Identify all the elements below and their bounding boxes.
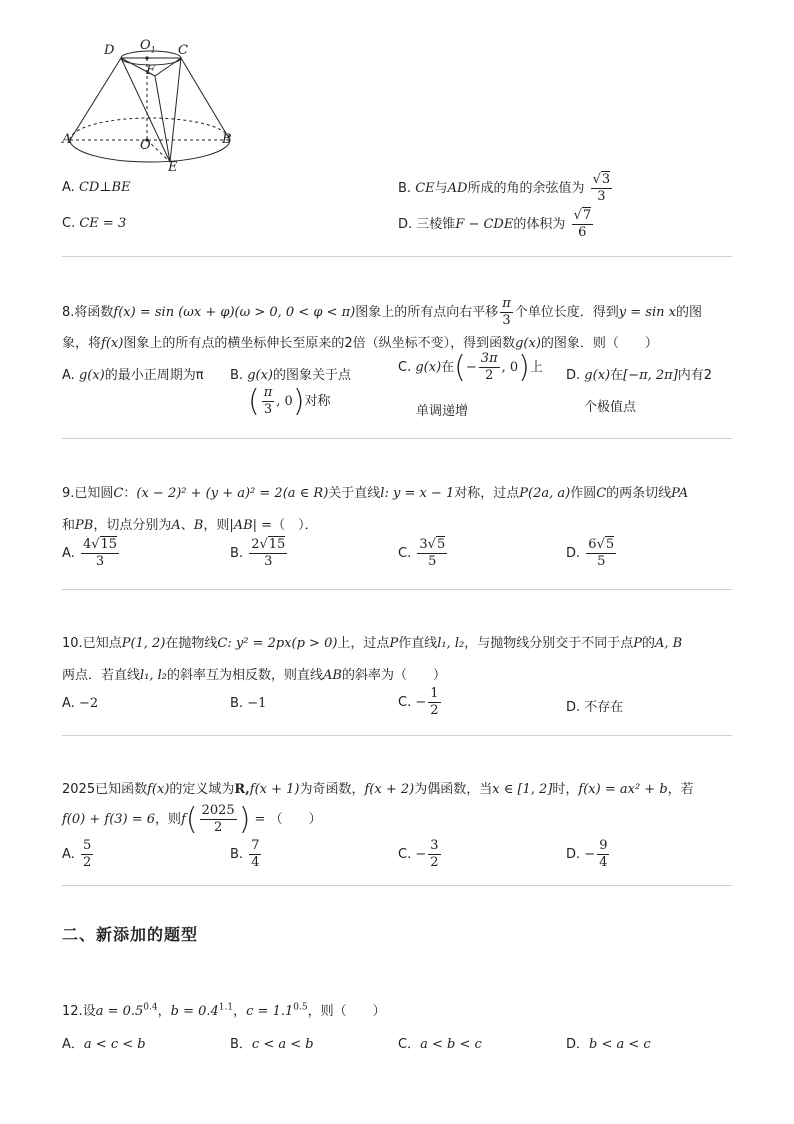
divider	[62, 735, 732, 736]
generatrix-left	[70, 58, 121, 140]
q10-stem-line2: 两点．若直线l₁, l₂的斜率互为相反数，则直线AB的斜率为（ ）	[62, 668, 447, 683]
q8-option-d-cont[interactable]: 个极值点	[584, 400, 637, 415]
label-F: F	[146, 63, 156, 78]
q8-option-c-cont[interactable]: 单调递增	[416, 404, 469, 419]
q12-stem: 12.设$a = 0.5^{0.4}$，$b = 0.4^{1.1}$，$c = 1.1^{0.5}$，则（ ）	[62, 1002, 386, 1019]
q11-stem-line1: 2025已知函数f(x)的定义域为R,f(x + 1)为奇函数，f(x + 2)为偶函数，当x ∈ [1, 2]时，f(x) = ax² + b，若	[62, 782, 694, 797]
q7-option-a[interactable]: A. CD⊥BE	[62, 180, 131, 195]
edge-CE	[170, 58, 181, 162]
q12-option-c[interactable]: C．a < b < c	[398, 1037, 482, 1052]
q8-stem-line2: 象，将f(x)图象上的所有点的横坐标伸长至原来的2倍（纵坐标不变），得到函数g(x)的图象．则（ ）	[62, 336, 658, 351]
label-D: D	[104, 43, 115, 58]
q9-stem-line2: 和PB，切点分别为A、B，则|AB| =（ ）．	[62, 518, 318, 533]
q8-option-d[interactable]: D. g(x)在[−π, 2π]内有2	[566, 368, 713, 383]
q12-option-b[interactable]: B．c < a < b	[230, 1037, 314, 1052]
q10-option-c[interactable]: C. − $\frac{1}{2}$	[398, 686, 439, 718]
q11-option-a[interactable]: A. $\frac{5}{2}$	[62, 838, 92, 870]
q8-stem-line1: 8.将函数f(x) = sin (ωx + φ)(ω > 0, 0 < φ < π)图象上的所有点向右平移 $\frac{\pi}{3}$ 个单位长度．得到y = sin x的图	[62, 296, 702, 328]
label-O1: $O_1$	[140, 38, 156, 55]
q9-option-d[interactable]: D. $\frac{6√5}{5}$	[566, 537, 615, 569]
q9-option-a[interactable]: A. $\frac{4√15}{3}$	[62, 537, 118, 569]
divider	[62, 589, 732, 590]
label-C: C	[178, 43, 188, 58]
q11-option-c[interactable]: C. − $\frac{3}{2}$	[398, 838, 439, 870]
q8-option-c[interactable]: C. g(x)在(− $\frac{3\pi}{2}$ , 0)上	[398, 350, 543, 385]
q7-option-c[interactable]: C. CE = 3	[62, 216, 127, 231]
q7-option-d[interactable]: D. 三棱锥F − CDE的体积为 $\frac{√7}{6}$	[398, 208, 592, 240]
q11-option-b[interactable]: B. $\frac{7}{4}$	[230, 838, 260, 870]
q8-option-a[interactable]: A. g(x)的最小正周期为π	[62, 368, 204, 383]
generatrix-right	[181, 58, 230, 140]
divider	[62, 438, 732, 439]
q11-option-d[interactable]: D. − $\frac{9}{4}$	[566, 838, 608, 870]
q10-option-d[interactable]: D. 不存在	[566, 700, 624, 715]
section-title: 二、新添加的题型	[62, 925, 199, 944]
q12-option-d[interactable]: D．b < a < c	[566, 1037, 651, 1052]
q8-option-b-cont[interactable]: ( $\frac{\pi}{3}$ , 0)对称	[248, 384, 331, 419]
q10-option-a[interactable]: A. −2	[62, 696, 99, 711]
label-A: A	[62, 132, 72, 147]
divider	[62, 256, 732, 257]
label-B: B	[222, 132, 232, 147]
q11-stem-line2: f(0) + f(3) = 6，则f( $\frac{2025}{2}$ ) = （ ）	[62, 802, 322, 837]
q7-option-b[interactable]: B. CE与AD所成的角的余弦值为 $\frac{√3}{3}$	[398, 172, 611, 204]
segment-FC	[155, 58, 181, 76]
label-E: E	[168, 160, 178, 175]
q10-stem-line1: 10.已知点P(1, 2)在抛物线C: y² = 2px(p > 0)上，过点P作直线l₁, l₂，与抛物线分别交于不同于点P的A, B	[62, 636, 683, 651]
q9-option-b[interactable]: B. $\frac{2√15}{3}$	[230, 537, 286, 569]
frustum-figure	[58, 36, 238, 178]
q12-option-a[interactable]: A．a < c < b	[62, 1037, 146, 1052]
q9-option-c[interactable]: C. $\frac{3√5}{5}$	[398, 537, 446, 569]
bottom-ellipse-back	[70, 118, 230, 140]
divider	[62, 885, 732, 886]
label-O: O	[140, 138, 151, 153]
q10-option-b[interactable]: B. −1	[230, 696, 267, 711]
q8-option-b[interactable]: B. g(x)的图象关于点	[230, 368, 352, 383]
q9-stem-line1: 9.已知圆C：(x − 2)² + (y + a)² = 2(a ∈ R)关于直线l: y = x − 1对称，过点P(2a, a)作圆C的两条切线PA	[62, 486, 689, 501]
